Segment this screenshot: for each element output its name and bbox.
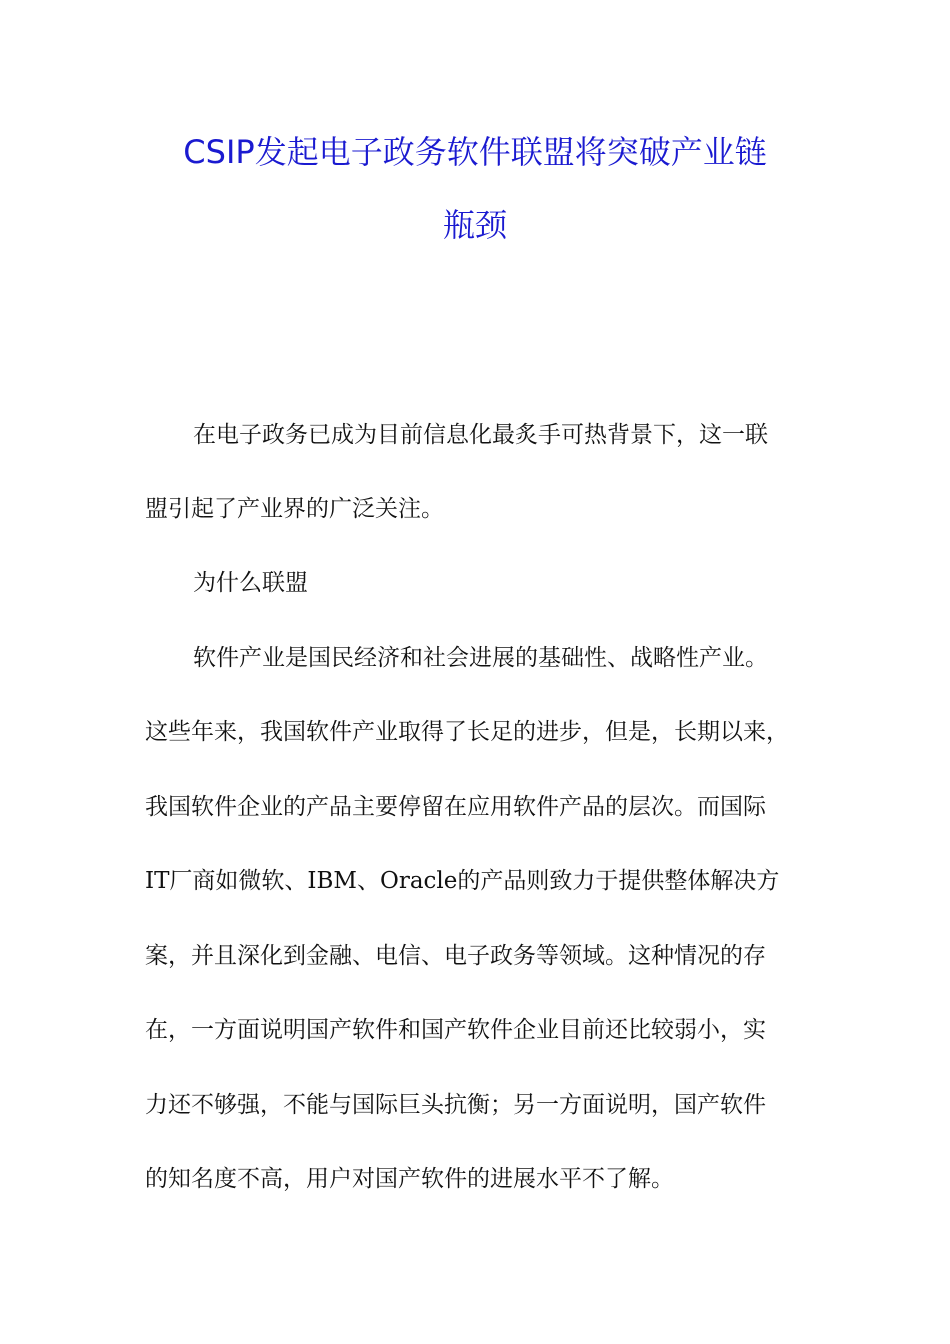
paragraph-1-line-2: 盟引起了产业界的广泛关注。 (145, 496, 444, 522)
document-title-line-1: CSIP发起电子政务软件联盟将突破产业链 (183, 133, 767, 171)
paragraph-2-line-6: 在，一方面说明国产软件和国产软件企业目前还比较弱小，实 (145, 1017, 766, 1043)
section-heading: 为什么联盟 (193, 570, 308, 596)
paragraph-2-line-3: 我国软件企业的产品主要停留在应用软件产品的层次。而国际 (145, 794, 766, 820)
paragraph-2-line-7: 力还不够强，不能与国际巨头抗衡；另一方面说明，国产软件 (145, 1092, 766, 1118)
paragraph-2-line-2: 这些年来，我国软件产业取得了长足的进步，但是，长期以来， (145, 719, 789, 745)
document-title-line-2: 瓶颈 (442, 206, 507, 244)
paragraph-2-line-5: 案，并且深化到金融、电信、电子政务等领域。这种情况的存 (145, 943, 766, 969)
paragraph-1-line-1: 在电子政务已成为目前信息化最炙手可热背景下，这一联 (193, 422, 768, 448)
paragraph-2-line-4: IT厂商如微软、IBM、Oracle的产品则致力于提供整体解决方 (145, 868, 780, 894)
paragraph-2-line-1: 软件产业是国民经济和社会进展的基础性、战略性产业。 (193, 645, 768, 671)
paragraph-2-line-8: 的知名度不高，用户对国产软件的进展水平不了解。 (145, 1166, 674, 1192)
